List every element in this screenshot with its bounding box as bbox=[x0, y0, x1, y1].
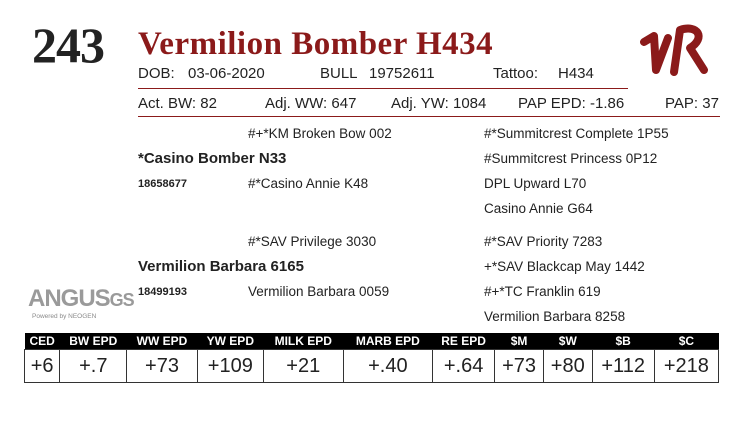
epd-value: +.64 bbox=[432, 350, 494, 383]
tattoo-label: Tattoo: bbox=[493, 65, 539, 82]
angus-word: ANGUS bbox=[28, 285, 110, 312]
neogen-tagline: Powered by NEOGEN bbox=[32, 313, 97, 320]
sire-sire-dam: #Summitcrest Princess 0P12 bbox=[484, 151, 658, 166]
sire-sire-sire: #*Summitcrest Complete 1P55 bbox=[484, 126, 669, 141]
epd-header: $B bbox=[592, 333, 654, 350]
dam-registration: 18499193 bbox=[138, 286, 187, 298]
epd-header: RE EPD bbox=[432, 333, 494, 350]
pap-value: PAP: 37 bbox=[665, 95, 719, 112]
dob-value: 03-06-2020 bbox=[188, 65, 265, 82]
epd-value: +.40 bbox=[343, 350, 432, 383]
divider-rule bbox=[138, 88, 628, 89]
epd-header: $W bbox=[543, 333, 592, 350]
sire-dam: #*Casino Annie K48 bbox=[248, 176, 369, 191]
epd-header: WW EPD bbox=[127, 333, 198, 350]
dam-sire-dam: +*SAV Blackcap May 1442 bbox=[484, 259, 645, 274]
epd-header-row bbox=[25, 333, 719, 350]
epd-value: +218 bbox=[654, 350, 718, 383]
sire-sire: #+*KM Broken Bow 002 bbox=[248, 126, 392, 141]
epd-header: CED bbox=[25, 333, 60, 350]
actual-bw: Act. BW: 82 bbox=[138, 95, 217, 112]
angus-gs-logo bbox=[28, 286, 134, 321]
dam-dam: Vermilion Barbara 0059 bbox=[248, 284, 390, 299]
epd-header: MARB EPD bbox=[343, 333, 432, 350]
adjusted-ww: Adj. WW: 647 bbox=[265, 95, 357, 112]
epd-value: +112 bbox=[592, 350, 654, 383]
dob-label: DOB: bbox=[138, 65, 175, 82]
dam-sire-sire: #*SAV Priority 7283 bbox=[484, 234, 603, 249]
vr-brand-logo-icon bbox=[640, 20, 710, 86]
adjusted-yw: Adj. YW: 1084 bbox=[391, 95, 487, 112]
dam-dam-sire: #+*TC Franklin 619 bbox=[484, 284, 601, 299]
sire-name: *Casino Bomber N33 bbox=[138, 150, 287, 167]
epd-header: MILK EPD bbox=[263, 333, 343, 350]
divider-rule bbox=[138, 116, 720, 117]
dam-name: Vermilion Barbara 6165 bbox=[138, 258, 304, 275]
epd-table bbox=[24, 333, 719, 383]
gs-word: GS bbox=[109, 290, 134, 310]
registration-number: 19752611 bbox=[369, 65, 435, 82]
epd-value-row bbox=[25, 350, 719, 383]
epd-header: YW EPD bbox=[197, 333, 263, 350]
tattoo-value: H434 bbox=[558, 65, 594, 82]
lot-number: 243 bbox=[32, 17, 104, 73]
dam-sire: #*SAV Privilege 3030 bbox=[248, 234, 377, 249]
pap-epd: PAP EPD: -1.86 bbox=[518, 95, 625, 112]
epd-value: +.7 bbox=[60, 350, 127, 383]
sire-dam-dam: Casino Annie G64 bbox=[484, 201, 593, 216]
animal-name: Vermilion Bomber H434 bbox=[138, 26, 494, 62]
epd-value: +73 bbox=[495, 350, 544, 383]
epd-value: +80 bbox=[543, 350, 592, 383]
epd-value: +109 bbox=[197, 350, 263, 383]
dam-dam-dam: Vermilion Barbara 8258 bbox=[484, 309, 626, 324]
sire-dam-sire: DPL Upward L70 bbox=[484, 176, 587, 191]
epd-header: $M bbox=[495, 333, 544, 350]
epd-value: +6 bbox=[25, 350, 60, 383]
sex-value: BULL bbox=[320, 65, 358, 82]
epd-value: +73 bbox=[127, 350, 198, 383]
epd-value: +21 bbox=[263, 350, 343, 383]
epd-header: $C bbox=[654, 333, 718, 350]
sire-registration: 18658677 bbox=[138, 178, 187, 190]
epd-header: BW EPD bbox=[60, 333, 127, 350]
